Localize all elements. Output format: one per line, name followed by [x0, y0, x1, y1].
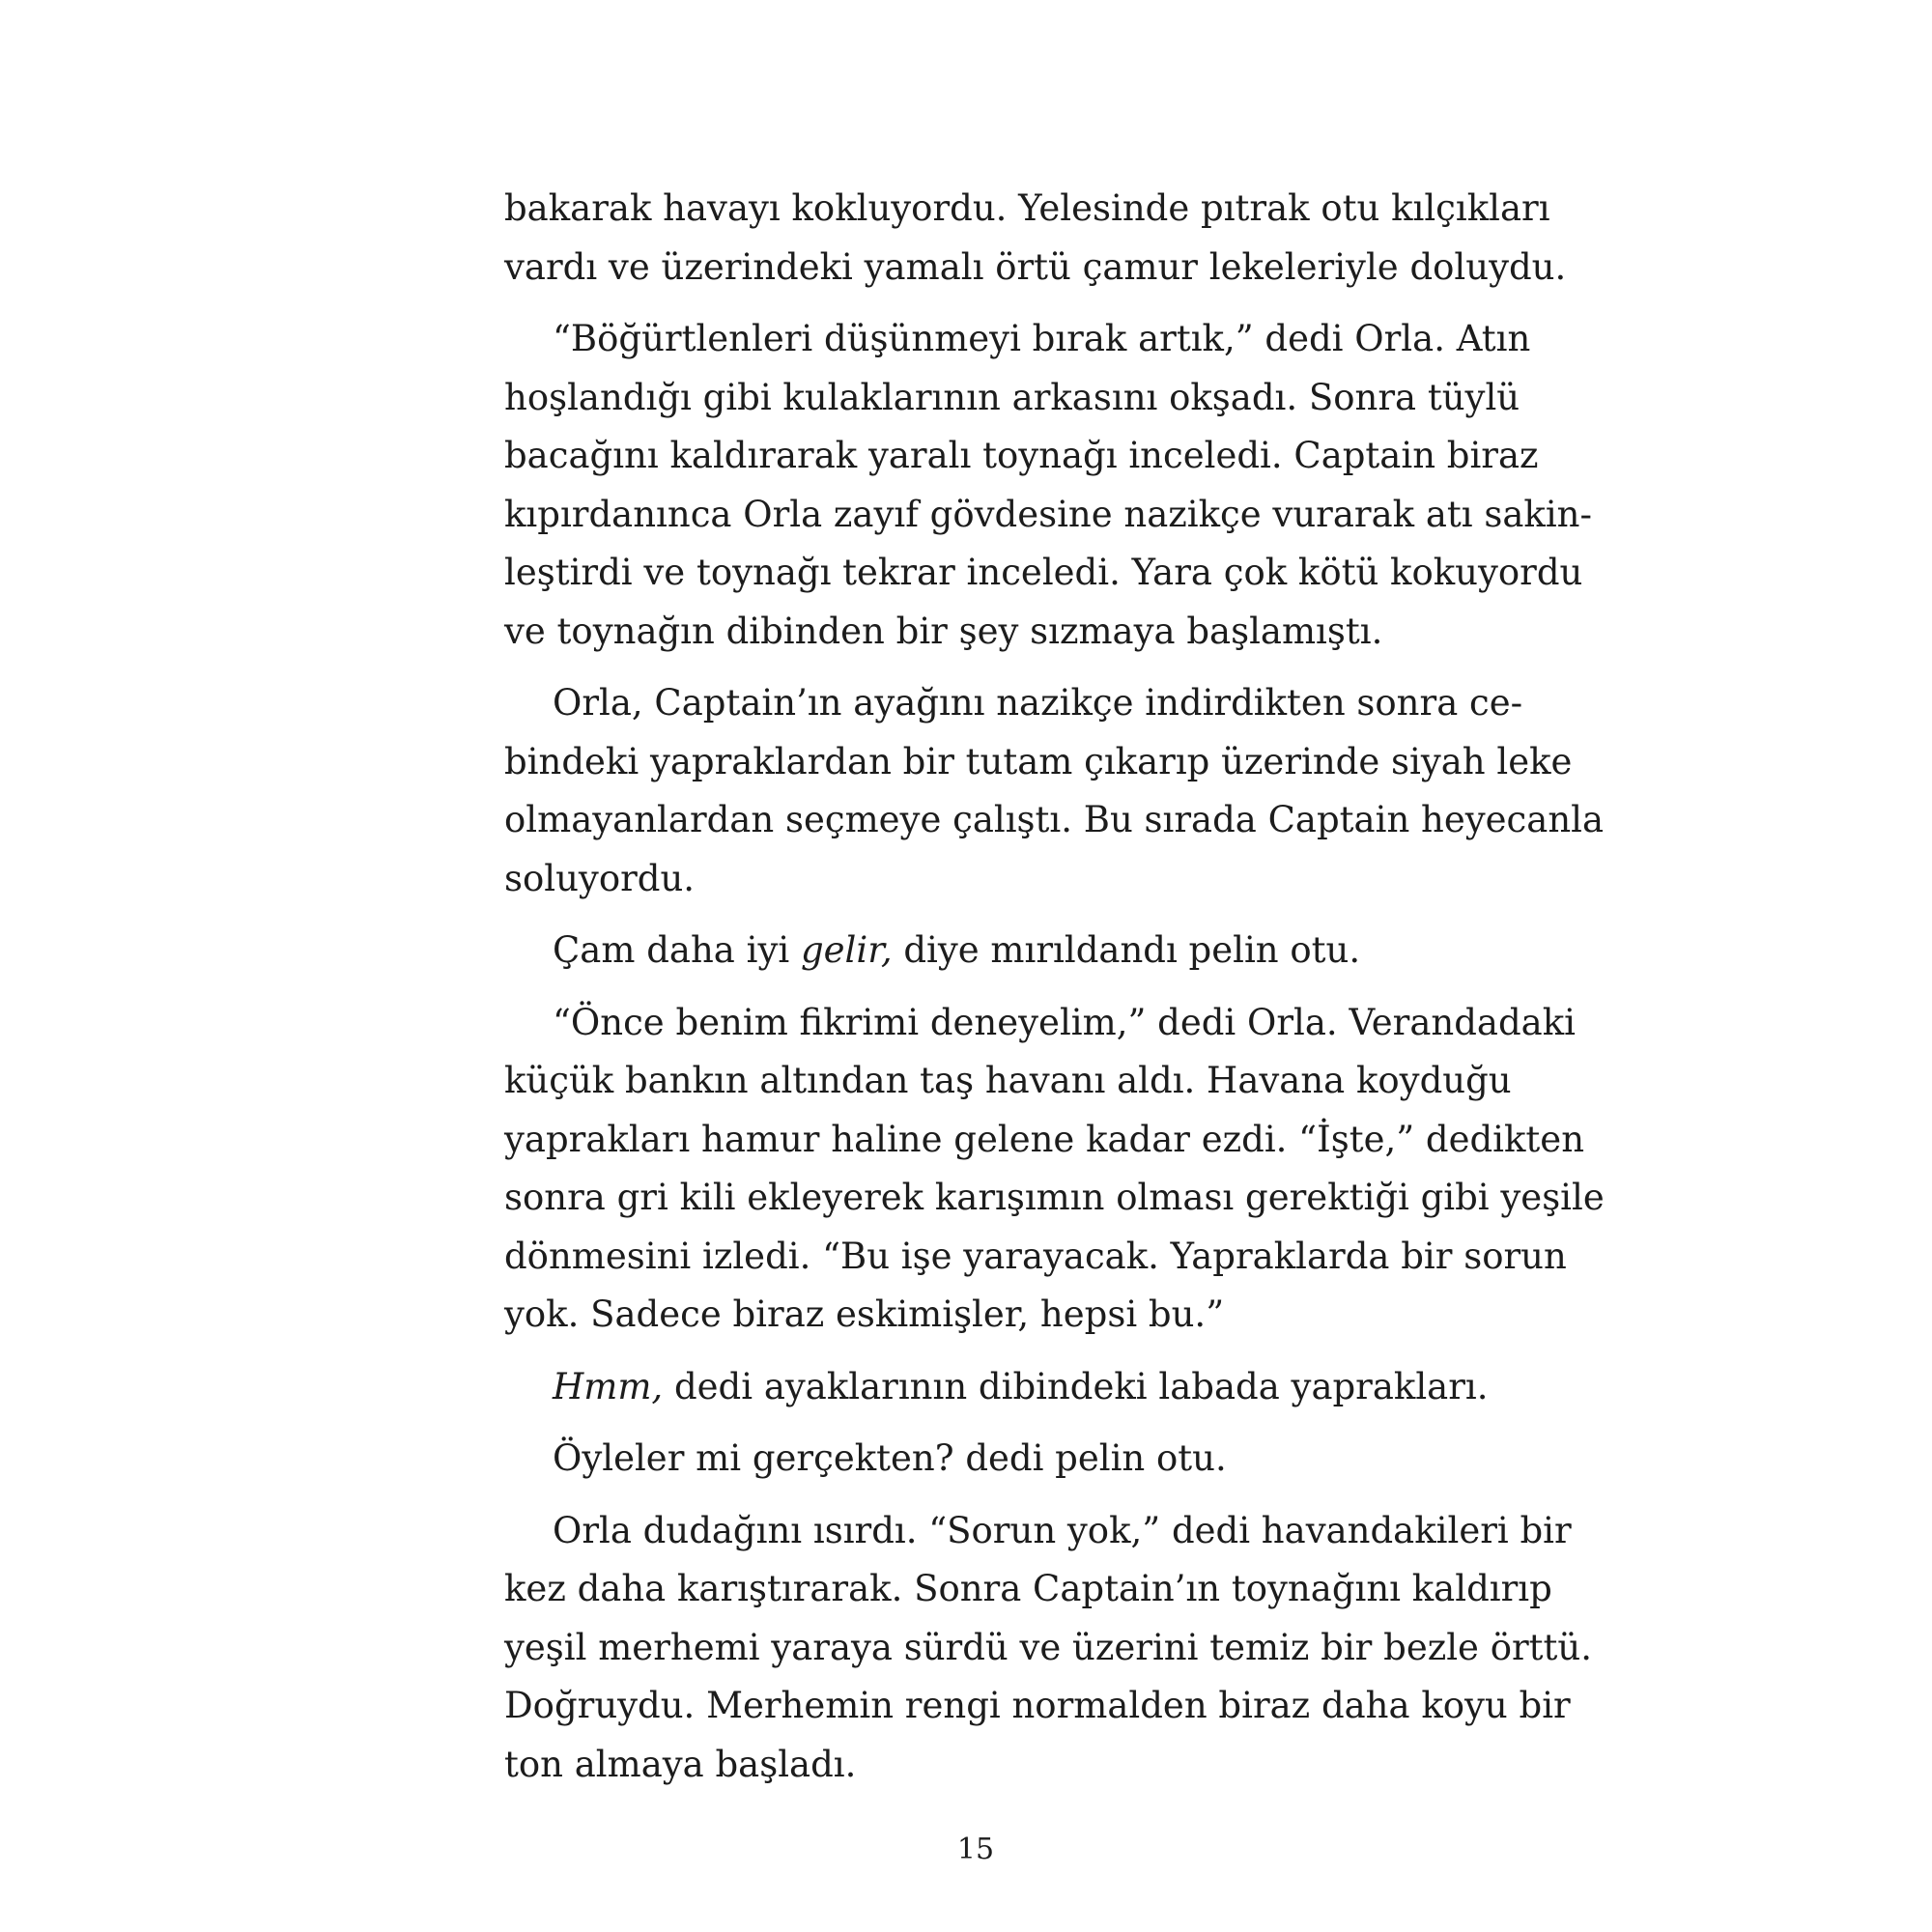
- text-line: leştirdi ve toynağı tekrar inceledi. Yara çok kötü kokuyordu: [504, 552, 1583, 593]
- body-text: [504, 180, 1605, 1794]
- paragraph-7: [504, 1430, 1449, 1489]
- text-line: Orla, Captain’ın ayağını nazikçe indirdikten sonra ce-: [553, 682, 1523, 724]
- paragraph-8: [504, 1502, 1592, 1795]
- text-line: Orla dudağını ısırdı. “Sorun yok,” dedi havandakileri bir: [553, 1509, 1572, 1551]
- text-line: yeşil merhemi yaraya sürdü ve üzerini temiz bir bezle örttü.: [504, 1626, 1592, 1668]
- paragraph-2: [504, 310, 1592, 661]
- text-line: vardı ve üzerindeki yamalı örtü çamur lekeleriyle doluydu.: [504, 245, 1567, 288]
- italic-word: Hmm,: [553, 1365, 664, 1407]
- text-line: sonra gri kili ekleyerek karışımın olması gerektiği gibi yeşile: [504, 1177, 1605, 1218]
- text-line: kez daha karıştırarak. Sonra Captain’ın toynağını kaldırıp: [504, 1568, 1552, 1609]
- text-line: [504, 1358, 1489, 1417]
- text-line: “Böğürtlenleri düşünmeyi bırak artık,” dedi Orla. Atın: [553, 318, 1531, 359]
- text-line: yok. Sadece biraz eskimişler, hepsi bu.”: [504, 1293, 1225, 1335]
- text-line: “Önce benim fikrimi deneyelim,” dedi Orla. Verandadaki: [553, 1001, 1576, 1043]
- text-line: olmayanlardan seçmeye çalıştı. Bu sırada Captain heyecanla: [504, 799, 1605, 840]
- text-line: bacağını kaldırarak yaralı toynağı inceledi. Captain biraz: [504, 435, 1539, 476]
- paragraph-4: [504, 922, 1449, 980]
- text-line: dönmesini izledi. “Bu işe yarayacak. Yapraklarda bir sorun: [504, 1235, 1567, 1277]
- paragraph-6: [504, 1358, 1489, 1417]
- text-span: diye mırıldandı pelin otu.: [892, 929, 1361, 971]
- text-span: Çam daha iyi: [553, 929, 801, 971]
- paragraph-3: [504, 674, 1605, 908]
- paragraph-1: [504, 180, 1567, 297]
- italic-word: gelir,: [800, 929, 893, 971]
- text-line: bakarak havayı kokluyordu. Yelesinde pıtrak otu kılçıkları: [504, 187, 1550, 229]
- text-line: yaprakları hamur haline gelene kadar ezdi. “İşte,” dedikten: [504, 1118, 1585, 1160]
- text-line: küçük bankın altından taş havanı aldı. Havana koyduğu: [504, 1060, 1512, 1101]
- text-line: Öyleler mi gerçekten? dedi pelin otu.: [553, 1437, 1227, 1479]
- text-line: ve toynağın dibinden bir şey sızmaya başlamıştı.: [504, 610, 1383, 652]
- paragraph-5: [504, 994, 1605, 1345]
- text-line: ton almaya başladı.: [504, 1743, 857, 1785]
- text-line: kıpırdanınca Orla zayıf gövdesine nazikçe vurarak atı sakin-: [504, 493, 1592, 535]
- text-span: dedi ayaklarının dibindeki labada yaprakları.: [663, 1365, 1489, 1407]
- text-line: [504, 922, 1449, 980]
- text-line: soluyordu.: [504, 857, 696, 899]
- text-line: bindeki yapraklardan bir tutam çıkarıp üzerinde siyah leke: [504, 740, 1573, 782]
- text-line: Doğruydu. Merhemin rengi normalden biraz daha koyu bir: [504, 1685, 1571, 1726]
- text-line: hoşlandığı gibi kulaklarının arkasını okşadı. Sonra tüylü: [504, 376, 1520, 418]
- page-number: 15: [956, 1833, 995, 1866]
